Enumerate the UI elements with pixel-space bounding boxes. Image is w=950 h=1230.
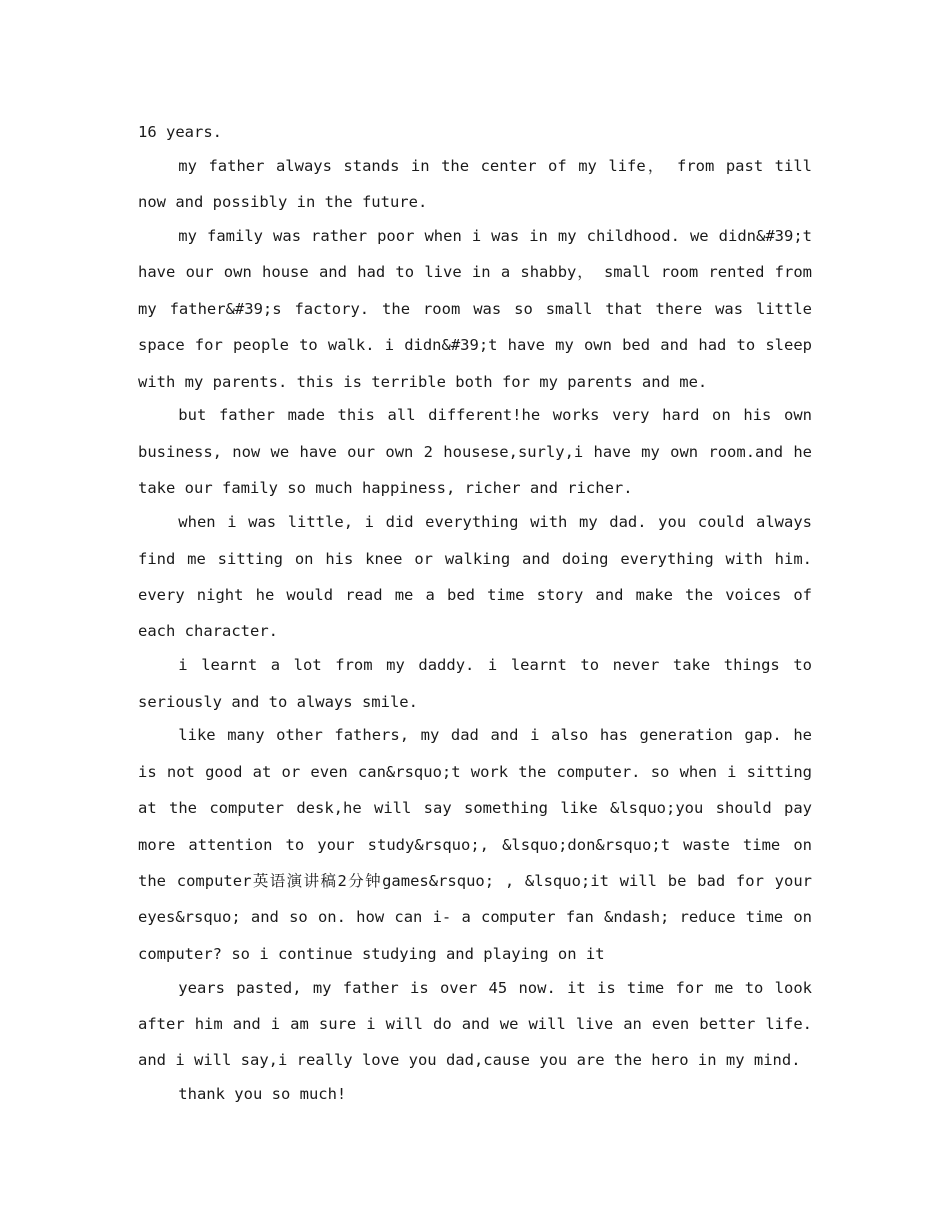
paragraph-6: i learnt a lot from my daddy. i learnt to never take things to seriously and to always smile.	[138, 656, 812, 711]
paragraph-7: like many other fathers, my dad and i also has generation gap. he is not good at or even can&rsquo;t work the computer. so when i sitting at the computer desk,he will say something like &lsquo;you should pay more attention to your study&rsquo;, &lsquo;don&rsquo;t waste time on the computer英语演讲稿2分钟games&rsquo; , &lsquo;it will be bad for your eyes&rsquo; and so on. how can i- a computer fan &ndash; reduce time on computer? so i continue studying and playing on it	[138, 726, 812, 963]
paragraph-8: years pasted, my father is over 45 now. it is time for me to look after him and i am sure i will do and we will live an even better life. and i will say,i really love you dad,cause you are the hero in my mind.	[138, 978, 812, 1070]
paragraph-4: but father made this all different!he works very hard on his own business, now we have our own 2 housese,surly,i have my own room.and he take our family so much happiness, richer and richer.	[138, 406, 812, 498]
paragraph-1: 16 years.	[138, 123, 222, 141]
paragraph-2: my father always stands in the center of my life， from past till now and possibly in the future.	[138, 156, 812, 212]
document-body	[138, 114, 812, 1110]
paragraph-9: thank you so much!	[178, 1085, 347, 1104]
paragraph-3: my family was rather poor when i was in my childhood. we didn&#39;t have our own house and had to live in a shabby， small room rented from my father&#39;s factory. the room was so small that there was little space for people to walk. i didn&#39;t have my own bed and had to sleep with my parents. this is terrible both for my parents and me.	[138, 227, 812, 391]
paragraph-5: when i was little, i did everything with my dad. you could always find me sitting on his knee or walking and doing everything with him. every night he would read me a bed time story and make the voices of each character.	[138, 513, 812, 641]
